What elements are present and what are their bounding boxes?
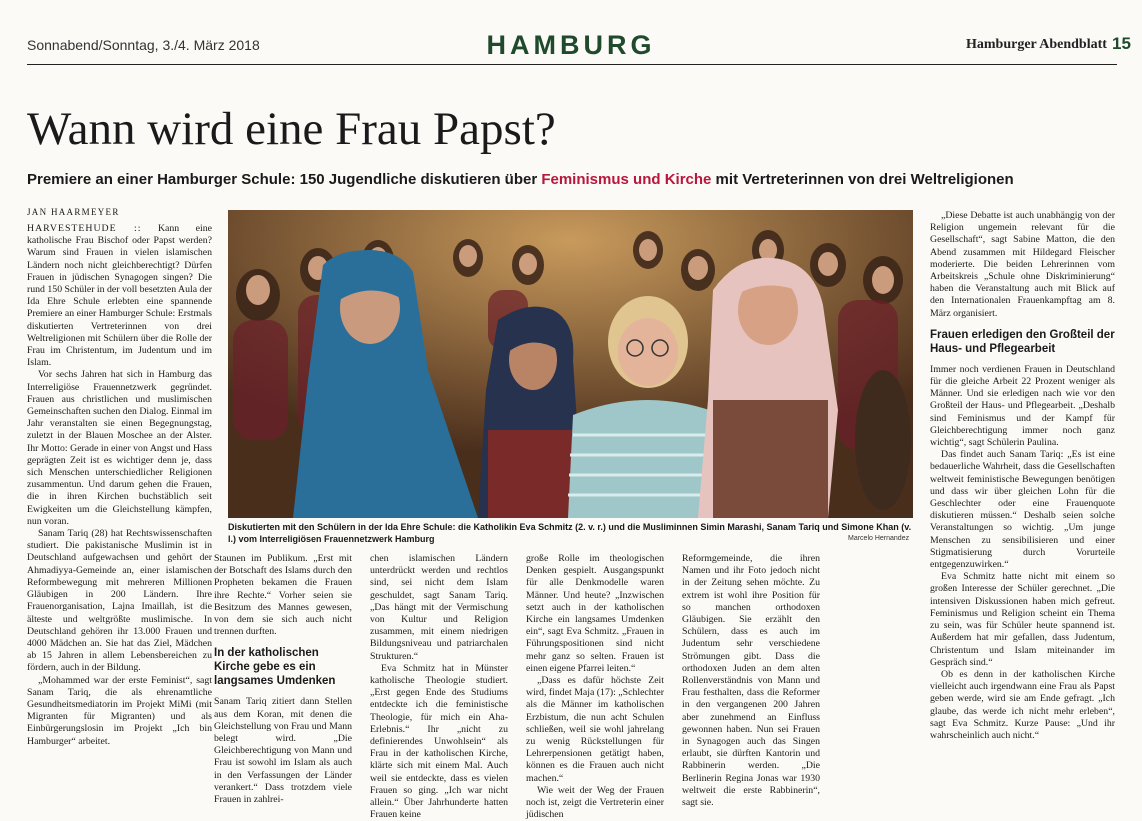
paragraph: Ob es denn in der katholischen Kirche vielleicht auch irgendwann eine Frau als Papst geben werde, wird sie am Ende gefragt. „Ich glaube, das werde ich nicht mehr erleben“, sagt Eva Schmitz. Kurze Pause: „Und ihr wahrscheinlich auch nicht.“	[930, 668, 1115, 741]
paragraph: chen islamischen Ländern unterdrückt werden und rechtlos sind, sei nicht dem Islam geschuldet, sagt Sanam Tariq. „Das hängt mit der Vermischung von Kultur und Religion zusammen, mit einem niedrigen Bildungsniveau und patriarchalen Strukturen.“	[370, 553, 508, 662]
header-rule	[27, 64, 1117, 65]
subheadline-text-end: mit Vertreterinnen von drei Weltreligionen	[711, 171, 1014, 188]
photo-illustration	[228, 210, 913, 518]
lead-paragraph	[27, 223, 212, 369]
author-byline: JAN HAARMEYER	[27, 207, 120, 217]
paragraph: „Dass es dafür höchste Zeit wird, findet Maja (17): „Schlechter als die Männer im katholischen Erzbistum, die nun acht Schulen schließen, weil sie wohl jahrelang zu wenig Rückstellungen für Lehrerpensionen getätigt haben, können es die Frauen auch nicht machen.“	[526, 675, 664, 784]
subheadline	[27, 171, 1014, 188]
subheadline-highlight: Feminismus und Kirche	[541, 171, 712, 188]
paragraph: Sanam Tariq zitiert dann Stellen aus dem Koran, mit denen die Gleichstellung von Frau und Mann belegt wird. „Die Gleichberechtigung von Mann und Frau ist sowohl im Islam als auch in den Verfassungen der Länder verankert.“ Dass trotzdem viele Frauen in zahlrei-	[214, 696, 352, 806]
section-title: HAMBURG	[486, 30, 656, 60]
headline: Wann wird eine Frau Papst?	[27, 103, 556, 155]
column-3	[370, 553, 508, 821]
subheading: Frauen erledigen den Großteil der Haus- und Pflegearbeit	[930, 328, 1115, 355]
paragraph: große Rolle im theologischen Denken gespielt. Ausgangspunkt für alle Denkmodelle waren Männer. Und heute? „Inzwischen setzt auch in der katholischen Kirche ein langsames Umdenken ein“, sagt Eva Schmitz. „Frauen in Führungspositionen sind nicht mehr ganz so selten. Frauen ist einen eigene Pfarrei leiten.“	[526, 553, 664, 674]
page-number: 15	[1112, 34, 1131, 53]
issue-date: Sonnabend/Sonntag, 3./4. März 2018	[27, 37, 260, 53]
column-4	[526, 553, 664, 821]
photo-caption: Diskutierten mit den Schülern in der Ida Ehre Schule: die Katholikin Eva Schmitz (2. v. r.) und die Musliminnen Simin Marashi, Sanam Tariq und Simone Khan (v. l.) vom Interreligiösen Frauennetzwerk Hamburg	[228, 522, 912, 544]
photo-credit: Marcelo Hernandez	[848, 535, 910, 542]
lead-text: Kann eine katholische Frau Bischof oder Papst werden? Warum sind Frauen in vielen islamischen Ländern noch nicht gleichberechtigt? Dürfen Frauen in jüdischen Synagogen singen? Die rund 150 Schüler in der voll besetzten Aula der Ida Ehre Schule erlebten eine spannende Premiere an einer Hamburger Schule: Erstmals diskutierten Vertreterinnen von drei Weltreligionen mit Schülern über die Rolle der Frau im Christentum, im Judentum und im Islam.	[27, 223, 213, 369]
paragraph: Eva Schmitz hat in Münster katholische Theologie studiert. „Erst gegen Ende des Studiums entdeckte ich die feministische Theologie, für mich ein Aha-Erlebnis.“ Ihr „nicht zu definierendes Unwohlsein“ als Frau in der katholischen Kirche, klärte sich mit einem Mal. Auch weil sie entdeckte, dass es vielen Frauen so ging. „Ich war nicht allein.“ Über Jahrhunderte hatten Frauen keine	[370, 662, 508, 821]
dateline: HARVESTEHUDE ::	[27, 223, 142, 234]
article-photo	[228, 210, 913, 518]
paragraph: Vor sechs Jahren hat sich in Hamburg das Interreligiöse Frauennetzwerk gegründet. Frauen aus christlichen und muslimischen Gemeinschaften suchen den Dialog. Einmal im Jahr veranstalten sie einen Begegnungstag, zuletzt in der Blauen Moschee an der Alster. Ihr Motto: Gerade in einer von Angst und Hass geprägten Zeit ist es wichtiger denn je, dass sich Menschen unterschiedlicher Religionen zusammentun. Und darum gehen die Frauen, die in ihren Kirchen buchstäblich seit Ewigkeiten um die Gleichstellung kämpfen, nun voran.	[27, 369, 212, 527]
column-2	[214, 553, 352, 806]
paragraph: Immer noch verdienen Frauen in Deutschland für die gleiche Arbeit 22 Prozent weniger als Männer. Und sie erledigen nach wie vor den Großteil der Haus- und Pflegearbeit. „Deshalb sind Feminismus und der Kampf für Gleichberechtigung immer noch ganz wichtig“, sagt Schülerin Paulina.	[930, 363, 1115, 449]
column-6	[930, 210, 1115, 742]
paragraph: Das findet auch Sanam Tariq: „Es ist eine bedauerliche Wahrheit, dass die Gesellschaften weltweit feministische Bewegungen benötigen und dass wir über gleichen Lohn für die Geschlechter oder eine Frauenquote diskutieren müssen.“ Deshalb seien solche Veranstaltungen so wichtig. „Um junge Menschen zu sensibilisieren und einer Stigmatisierung durch Vorurteile entgegenzuwirken.“	[930, 449, 1115, 571]
subheading: In der katholischen Kirche gebe es ein langsames Umdenken	[214, 647, 336, 688]
paragraph: „Diese Debatte ist auch unabhängig von der Religion ungemein relevant für die Gesellschaft“, sagt Sabine Matton, die den Abend zusammen mit Hildegard Fleischer moderierte. Die beiden Lehrerinnen vom Arbeitskreis „Schule ohne Diskriminierung“ haben die Veranstaltung auch mit Blick auf den Internationalen Frauenkampftag am 8. März organisiert.	[930, 210, 1115, 319]
paragraph: „Mohammed war der erste Feminist“, sagt Sanam Tariq, die als ehrenamtliche Gesundheitsmediatorin im Projekt MiMi (mit Migranten für Migranten) und als Einbürgerungslosin im Projekt „Ich bin Hamburger“ arbeitet.	[27, 674, 212, 747]
subheadline-text: Premiere an einer Hamburger Schule: 150 Jugendliche diskutieren über	[27, 171, 542, 188]
paragraph: Wie weit der Weg der Frauen noch ist, zeigt die Vertreterin einer jüdischen	[526, 784, 664, 821]
paragraph: Eva Schmitz hatte nicht mit einem so großen Interesse der Schüler gerechnet. „Die intensiven Diskussionen haben mich gefreut. Feminismus und Religion scheint ein Thema zu sein, was für Schüler heute spannend ist. Außerdem hat mir gefallen, dass Judentum, Christentum und Islam miteinander im Gespräch sind.“	[930, 571, 1115, 668]
newspaper-name: Hamburger Abendblatt	[966, 37, 1107, 52]
page-header	[0, 0, 1142, 70]
column-5	[682, 553, 820, 809]
paragraph: Staunen im Publikum. „Erst mit der Botschaft des Islams durch den Propheten bekamen die Frauen ihre Rechte.“ Vorher seien sie Besitzum des Mannes gewesen, von dem sie sich auch nicht trennen durften.	[214, 553, 352, 638]
column-1	[27, 223, 212, 748]
paragraph: Sanam Tariq (28) hat Rechtswissenschaften studiert. Die pakistanische Muslimin ist in Deutschland aufgewachsen und gehört der Ahmadiyya-Gemeinde an, einer islamischen Reformbewegung mit mehreren Millionen Gläubigen in 200 Ländern. Ihre Frauenorganisation, Lajna Imaillah, ist die älteste und weltgrößte muslimische. In Deutschland gehören ihr 13.000 Frauen und 4000 Mädchen an. Sie hat das Ziel, Mädchen ab 15 Jahren in allem Lebensbereichen zu fördern, auch in der Bildung.	[27, 528, 212, 674]
paragraph: Reformgemeinde, die ihren Namen und ihr Foto jedoch nicht in der Zeitung sehen möchte. Zu extrem ist wohl ihre Position für so manchen orthodoxen Gläubigen. Sie erzählt den Schülern, dass es auch im Judentum sehr verschiedene Strömungen gibt. Dass die orthodoxen Juden an dem alten Rollenverständnis von Mann und Frau festhalten, dass die Reformer in den vergangenen 200 Jahren aber zunehmend an Einfluss gewonnen haben. Nun sei Frauen in Synagogen auch das Singen erlaubt, sie dürften Kantorin und Rabbinerin werden. „Die Berlinerin Regina Jonas war 1930 weltweit die erste Rabbinerin“, sagt sie.	[682, 553, 820, 809]
